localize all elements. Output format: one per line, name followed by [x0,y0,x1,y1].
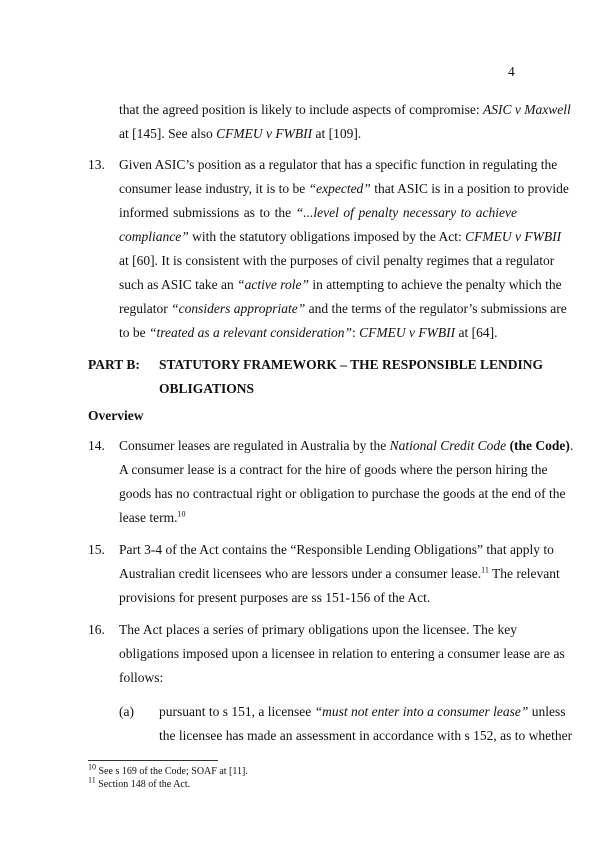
para16-number: 16. [88,622,105,637]
para16a-line1: pursuant to s 151, a licensee “must not enter into a consumer lease” unless [159,704,566,719]
page-number: 4 [508,64,515,79]
para16-line2: obligations imposed upon a licensee in relation to entering a consumer lease are as [119,646,565,661]
para13-line1: Given ASIC’s position as a regulator that has a specific function in regulating the [119,157,558,172]
case-citation: CFMEU v FWBII [359,325,456,340]
case-citation: CFMEU v FWBII [216,126,313,141]
para13-line2: consumer lease industry, it is to be “expected” that ASIC is in a position to provide [119,181,569,196]
footnote-10: $^{10}$ See s 169 of the Code; SOAF at [11]. [88,762,248,777]
para16-line3: follows: [119,670,164,685]
case-citation: CFMEU v FWBII [465,229,562,244]
para16a-label: (a) [119,704,134,719]
part-title-line1: STATUTORY FRAMEWORK – THE RESPONSIBLE LENDING [159,357,543,372]
para15-line3: provisions for present purposes are ss 151-156 of the Act. [119,590,431,605]
para15-number: 15. [88,542,105,557]
para14-line3: goods has no contractual right or obligation to purchase the goods at the end of the [119,486,566,501]
para13-line6: such as ASIC take an “active role” in attempting to achieve the penalty which the [119,277,562,292]
para15-line2: Australian credit licensees who are lessors under a consumer lease.$^{11}$ The relevant [119,565,560,581]
para14-number: 14. [88,438,105,453]
part-label: PART B: [88,357,140,372]
para16a-line2: the licensee has made an assessment in accordance with s 152, as to whether [159,728,573,743]
footnote-divider [88,760,218,761]
footnote-11: $^{11}$ Section 148 of the Act. [88,775,191,790]
para13-line3: informed submissions as to the “...level of penalty necessary to achieve [119,205,517,220]
para12-line1: that the agreed position is likely to include aspects of compromise: ASIC v Maxwell [119,102,571,117]
para13-line7: regulator “considers appropriate” and the terms of the regulator’s submissions are [119,301,567,316]
para16-line1: The Act places a series of primary obligations upon the licensee. The key [119,622,517,637]
para12-line2: at [145]. See also CFMEU v FWBII at [109]. [119,126,362,141]
para13-line4: compliance” with the statutory obligations imposed by the Act: CFMEU v FWBII [119,229,562,244]
footnote-ref[interactable]: 11 [481,565,489,575]
para14-line4: lease term.$^{10}$ [119,509,186,525]
para15-line1: Part 3-4 of the Act contains the “Responsible Lending Obligations” that apply to [119,542,554,557]
part-title-line2: OBLIGATIONS [159,381,255,396]
para13-number: 13. [88,157,105,172]
para14-line1: Consumer leases are regulated in Australia by the National Credit Code (the Code). [119,438,574,453]
para13-line5: at [60]. It is consistent with the purposes of civil penalty regimes that a regulator [119,253,555,268]
para14-line2: A consumer lease is a contract for the hire of goods where the person hiring the [119,462,548,477]
footnote-ref[interactable]: 10 [177,509,186,519]
para13-line8: to be “treated as a relevant consideration”: CFMEU v FWBII at [64]. [119,325,498,340]
section-heading-overview: Overview [88,408,144,423]
case-citation: ASIC v Maxwell [483,102,571,117]
